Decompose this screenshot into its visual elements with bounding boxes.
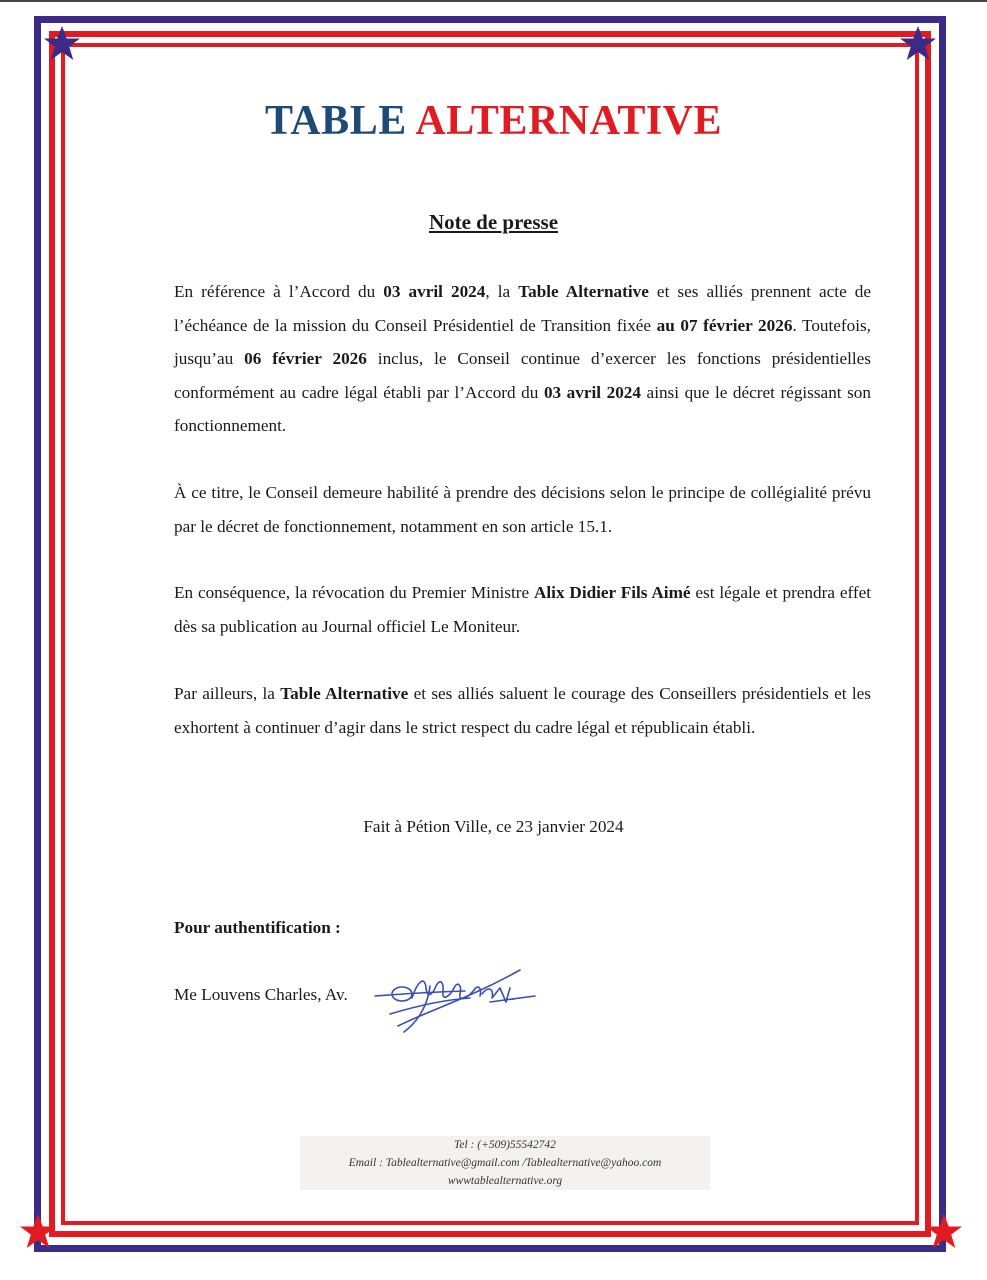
footer-website: wwwtablealternative.org bbox=[447, 1175, 563, 1187]
svg-text:.: . bbox=[512, 989, 516, 1004]
document-title bbox=[0, 98, 987, 144]
footer-tel: Tel : (+509)55542742 bbox=[454, 1139, 556, 1151]
footer-contact bbox=[300, 1136, 710, 1190]
star-icon-bottom-left bbox=[18, 1212, 58, 1252]
footer-email: Email : Tablealternative@gmail.com /Tablealternative@yahoo.com bbox=[348, 1157, 662, 1169]
signature-icon bbox=[370, 958, 545, 1038]
authentication-label: Pour authentification : bbox=[174, 918, 341, 937]
title-alternative: ALTERNATIVE bbox=[415, 98, 723, 144]
star-icon-top-left bbox=[42, 24, 82, 64]
star-icon-top-right bbox=[898, 24, 938, 64]
title-table: TABLE bbox=[264, 98, 407, 144]
place-date: Fait à Pétion Ville, ce 23 janvier 2024 bbox=[363, 817, 624, 836]
top-edge-line bbox=[0, 0, 987, 2]
signer-name: Me Louvens Charles, Av. bbox=[174, 985, 348, 1004]
document-subtitle: Note de presse bbox=[428, 210, 559, 234]
paragraph-1: En référence à l’Accord du 03 avril 2024, la Table Alternative et ses alliés prennent acte de l’échéance de la mission du Conseil Présidentiel de Transition fixée au 07 février 2026. Toutefois, jusqu’au 06 février 2026 inclus, le Conseil continue d’exercer les fonctions présidentielles conformément au cadre légal établi par l’Accord du 03 avril 2024 ainsi que le décret régissant son fonctionnement. bbox=[174, 282, 872, 435]
paragraph-2: À ce titre, le Conseil demeure habilité à prendre des décisions selon le principe de collégialité prévu par le décret de fonctionnement, notamment en son article 15.1. bbox=[174, 483, 871, 536]
star-icon-bottom-right bbox=[924, 1212, 964, 1252]
paragraph-4: Par ailleurs, la Table Alternative et ses alliés saluent le courage des Conseillers présidentiels et les exhortent à continuer d’agir dans le strict respect du cadre légal et républicain établi. bbox=[174, 684, 871, 737]
paragraph-3: En conséquence, la révocation du Premier Ministre Alix Didier Fils Aimé est légale et prendra effet dès sa publication au Journal officiel Le Moniteur. bbox=[174, 583, 871, 636]
